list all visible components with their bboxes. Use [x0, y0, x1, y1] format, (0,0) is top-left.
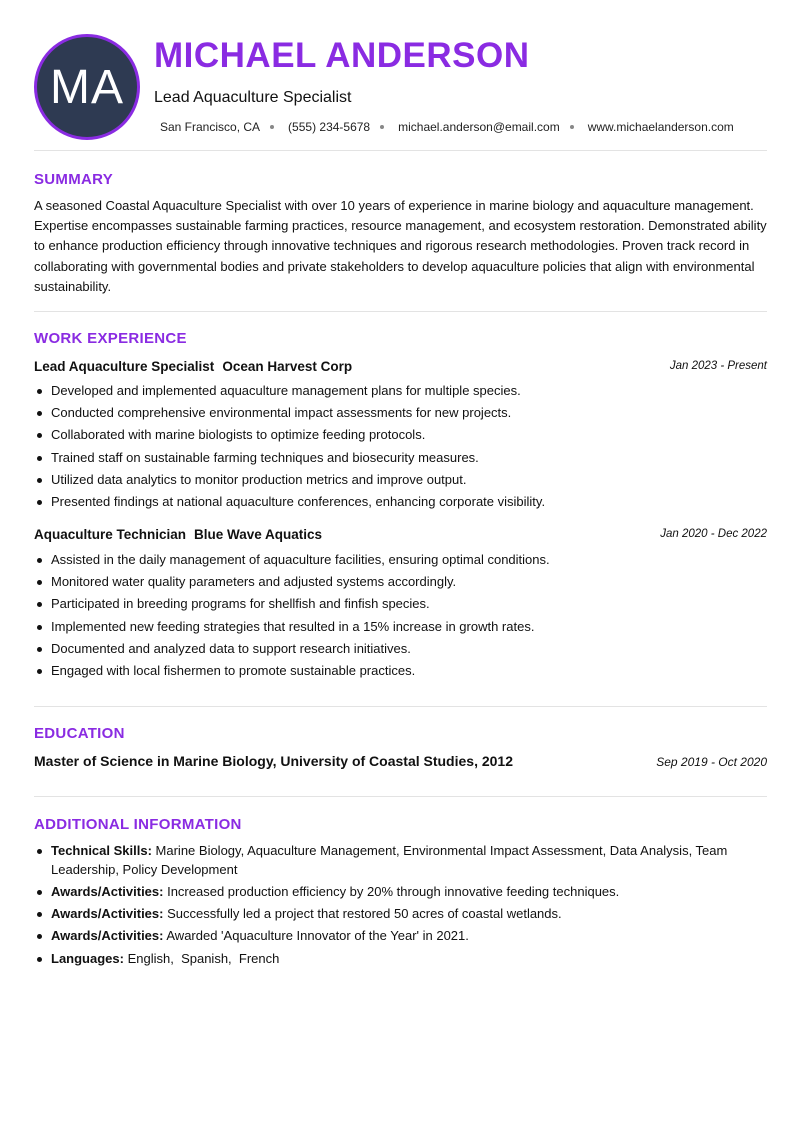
list-item: Participated in breeding programs for shellfish and finfish species. [34, 595, 767, 617]
contact-email[interactable]: michael.anderson@email.com [398, 120, 560, 134]
separator-dot [270, 125, 274, 129]
list-item: Utilized data analytics to monitor production metrics and improve output. [34, 471, 767, 493]
candidate-title: Lead Aquaculture Specialist [154, 89, 352, 106]
job-dates: Jan 2023 - Present [669, 360, 767, 372]
job-title: Lead Aquaculture Specialist Ocean Harvest Corp [34, 359, 353, 374]
item-text: Awarded 'Aquaculture Innovator of the Year' in 2021. [166, 928, 469, 944]
work-experience-heading: WORK EXPERIENCE [34, 330, 187, 347]
job-dates: Jan 2020 - Dec 2022 [660, 528, 767, 540]
list-item [34, 842, 767, 879]
education-dates: Sep 2019 - Oct 2020 [656, 755, 767, 769]
item-label: Technical Skills: [51, 843, 152, 858]
summary-heading: SUMMARY [34, 171, 114, 188]
item-text: Marine Biology, Aquaculture Management, Environmental Impact Assessment, Data Analysis, Team Leadership, Policy Development [51, 843, 728, 877]
item-label: Languages: [51, 950, 124, 966]
section-divider [34, 706, 767, 707]
section-divider [34, 150, 767, 151]
list-item: Assisted in the daily management of aquaculture facilities, ensuring optimal conditions. [34, 551, 767, 573]
job-header [34, 527, 767, 545]
job-company: Blue Wave Aquatics [194, 527, 323, 542]
list-item: Implemented new feeding strategies that resulted in a 15% increase in growth rates. [34, 618, 767, 640]
job-title: Aquaculture Technician Blue Wave Aquatics [34, 527, 323, 542]
contact-location: San Francisco, CA [160, 120, 261, 134]
list-item: Documented and analyzed data to support research initiatives. [34, 640, 767, 662]
item-text: English, Spanish, French [127, 950, 280, 966]
separator-dot [570, 125, 574, 129]
section-divider [34, 796, 767, 797]
list-item: Conducted comprehensive environmental impact assessments for new projects. [34, 404, 767, 426]
list-item: Presented findings at national aquaculture conferences, enhancing corporate visibility. [34, 493, 767, 515]
contact-line [160, 120, 734, 134]
resume-header [0, 0, 800, 150]
additional-info-heading: ADDITIONAL INFORMATION [34, 816, 242, 833]
list-item [34, 883, 767, 902]
list-item: Engaged with local fishermen to promote sustainable practices. [34, 662, 767, 684]
list-item: Collaborated with marine biologists to optimize feeding protocols. [34, 426, 767, 448]
candidate-name: MICHAEL ANDERSON [154, 36, 530, 75]
list-item [34, 905, 767, 924]
education-entry [34, 753, 767, 773]
contact-phone: (555) 234-5678 [288, 120, 371, 134]
list-item: Developed and implemented aquaculture management plans for multiple species. [34, 382, 767, 404]
additional-info-list [34, 842, 767, 972]
separator-dot [380, 125, 384, 129]
item-text: Increased production efficiency by 20% through innovative feeding techniques. [167, 883, 620, 899]
job-bullets [34, 551, 767, 684]
item-label: Awards/Activities: [51, 928, 164, 944]
summary-text: A seasoned Coastal Aquaculture Specialist with over 10 years of experience in marine biology and aquaculture management. Expertise encompasses sustainable farming practices, resource management, and ecosystem restoration. Demonstrated ability to enhance production efficiency through innovative techniques and rigorous research methodologies. Proven track record in collaborating with governmental bodies and private stakeholders to develop aquaculture policies that align with environmental sustainability. [34, 198, 767, 294]
education-degree: Master of Science in Marine Biology, University of Coastal Studies, 2012 [34, 753, 513, 769]
job-company: Ocean Harvest Corp [222, 359, 353, 374]
item-label: Awards/Activities: [51, 905, 164, 921]
job-bullets [34, 382, 767, 515]
item-label: Awards/Activities: [51, 883, 164, 899]
avatar: MA [34, 34, 140, 140]
section-divider [34, 311, 767, 312]
contact-website[interactable]: www.michaelanderson.com [587, 120, 734, 134]
list-item [34, 950, 767, 969]
list-item: Monitored water quality parameters and adjusted systems accordingly. [34, 573, 767, 595]
list-item: Trained staff on sustainable farming techniques and biosecurity measures. [34, 449, 767, 471]
job-header [34, 359, 767, 377]
item-text: Successfully led a project that restored 50 acres of coastal wetlands. [167, 905, 562, 921]
education-heading: EDUCATION [34, 725, 125, 742]
list-item [34, 927, 767, 946]
